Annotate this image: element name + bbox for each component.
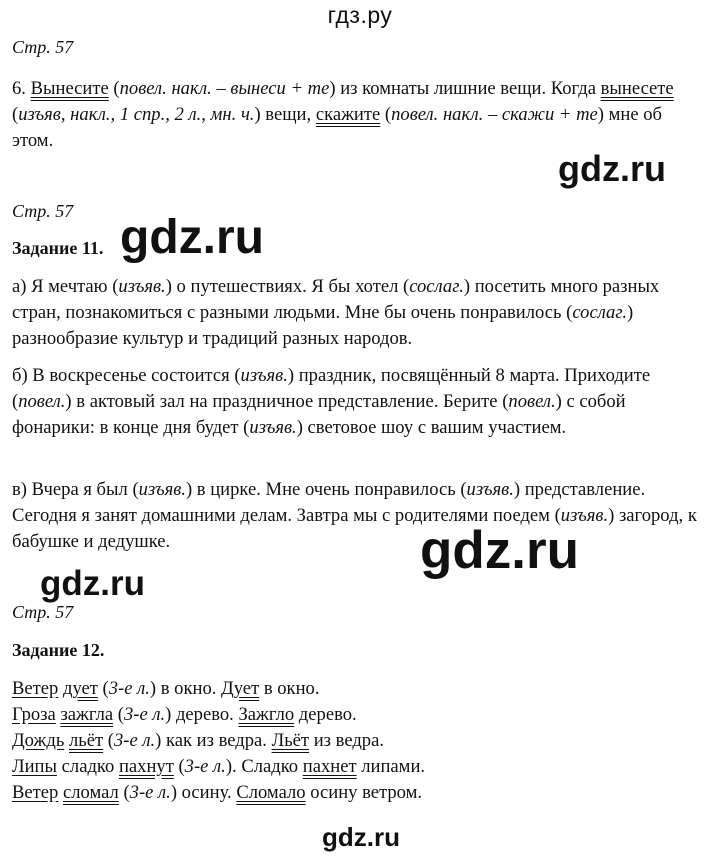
subject: Ветер [12, 678, 59, 699]
subject: Липы [12, 756, 58, 777]
task-12-list [12, 676, 706, 806]
task-title: Задание 12. [12, 640, 105, 660]
verb: Вынесите [30, 78, 109, 99]
watermark: gdz.ru [40, 564, 145, 603]
verb: скажите [315, 104, 381, 125]
verb: пахнет [302, 756, 357, 777]
page-ref: Стр. 57 [12, 37, 74, 57]
subject: Дождь [12, 730, 65, 751]
verb: вынесете [600, 78, 674, 99]
page-ref: Стр. 57 [12, 602, 74, 622]
verb: Льёт [271, 730, 310, 751]
site-header: гдз.ру [327, 2, 393, 28]
subject: Гроза [12, 704, 56, 725]
verb: пахнут [118, 756, 174, 777]
watermark: gdz.ru [120, 211, 264, 264]
task-11-part-b: б) В воскресенье состоится (изъяв.) праздник, посвящённый 8 марта. Приходите (повел.) в актовый зал на праздничное представление. Берите (повел.) с собой фонарики: в конце дня будет (изъяв.) световое шоу с вашим участием. [12, 365, 651, 438]
watermark: gdz.ru [420, 521, 579, 580]
sentence-line: Липы сладко пахнут (3-е л.). Сладко пахнет липами. [12, 756, 426, 777]
verb: Сломало [236, 782, 306, 803]
verb: Дует [221, 678, 260, 699]
subject: Ветер [12, 782, 59, 803]
watermark: gdz.ru [322, 822, 400, 852]
verb: дует [63, 678, 98, 699]
sentence-line: Ветер дует (3-е л.) в окно. Дует в окно. [12, 678, 320, 699]
task-11-part-c: в) Вчера я был (изъяв.) в цирке. Мне очень понравилось (изъяв.) представление. Сегодня я занят домашними делам. Завтра мы с родителями поедем (изъяв.) загород, к бабушке и дедушке. [12, 479, 697, 552]
sentence-line: Гроза зажгла (3-е л.) дерево. Зажгло дерево. [12, 704, 357, 725]
verb: льёт [68, 730, 104, 751]
watermark: gdz.ru [558, 148, 666, 189]
exercise-6-text: 6. Вынесите (повел. накл. – вынеси + те) из комнаты лишние вещи. Когда вынесете (изъяв, накл., 1 спр., 2 л., мн. ч.) вещи, скажите (повел. накл. – скажи + те) мне об этом. [12, 78, 674, 151]
sentence-line: Ветер сломал (3-е л.) осину. Сломало осину ветром. [12, 782, 423, 803]
sentence-line: Дождь льёт (3-е л.) как из ведра. Льёт из ведра. [12, 730, 384, 751]
verb: сломал [63, 782, 119, 803]
page-ref: Стр. 57 [12, 201, 74, 221]
verb: зажгла [60, 704, 114, 725]
verb: Зажгло [238, 704, 295, 725]
task-11-part-a: а) Я мечтаю (изъяв.) о путешествиях. Я бы хотел (сослаг.) посетить много разных стран, познакомиться с разными людьми. Мне бы очень понравилось (сослаг.) разнообразие культур и традиций разных народов. [12, 276, 660, 349]
task-title: Задание 11. [12, 238, 104, 258]
